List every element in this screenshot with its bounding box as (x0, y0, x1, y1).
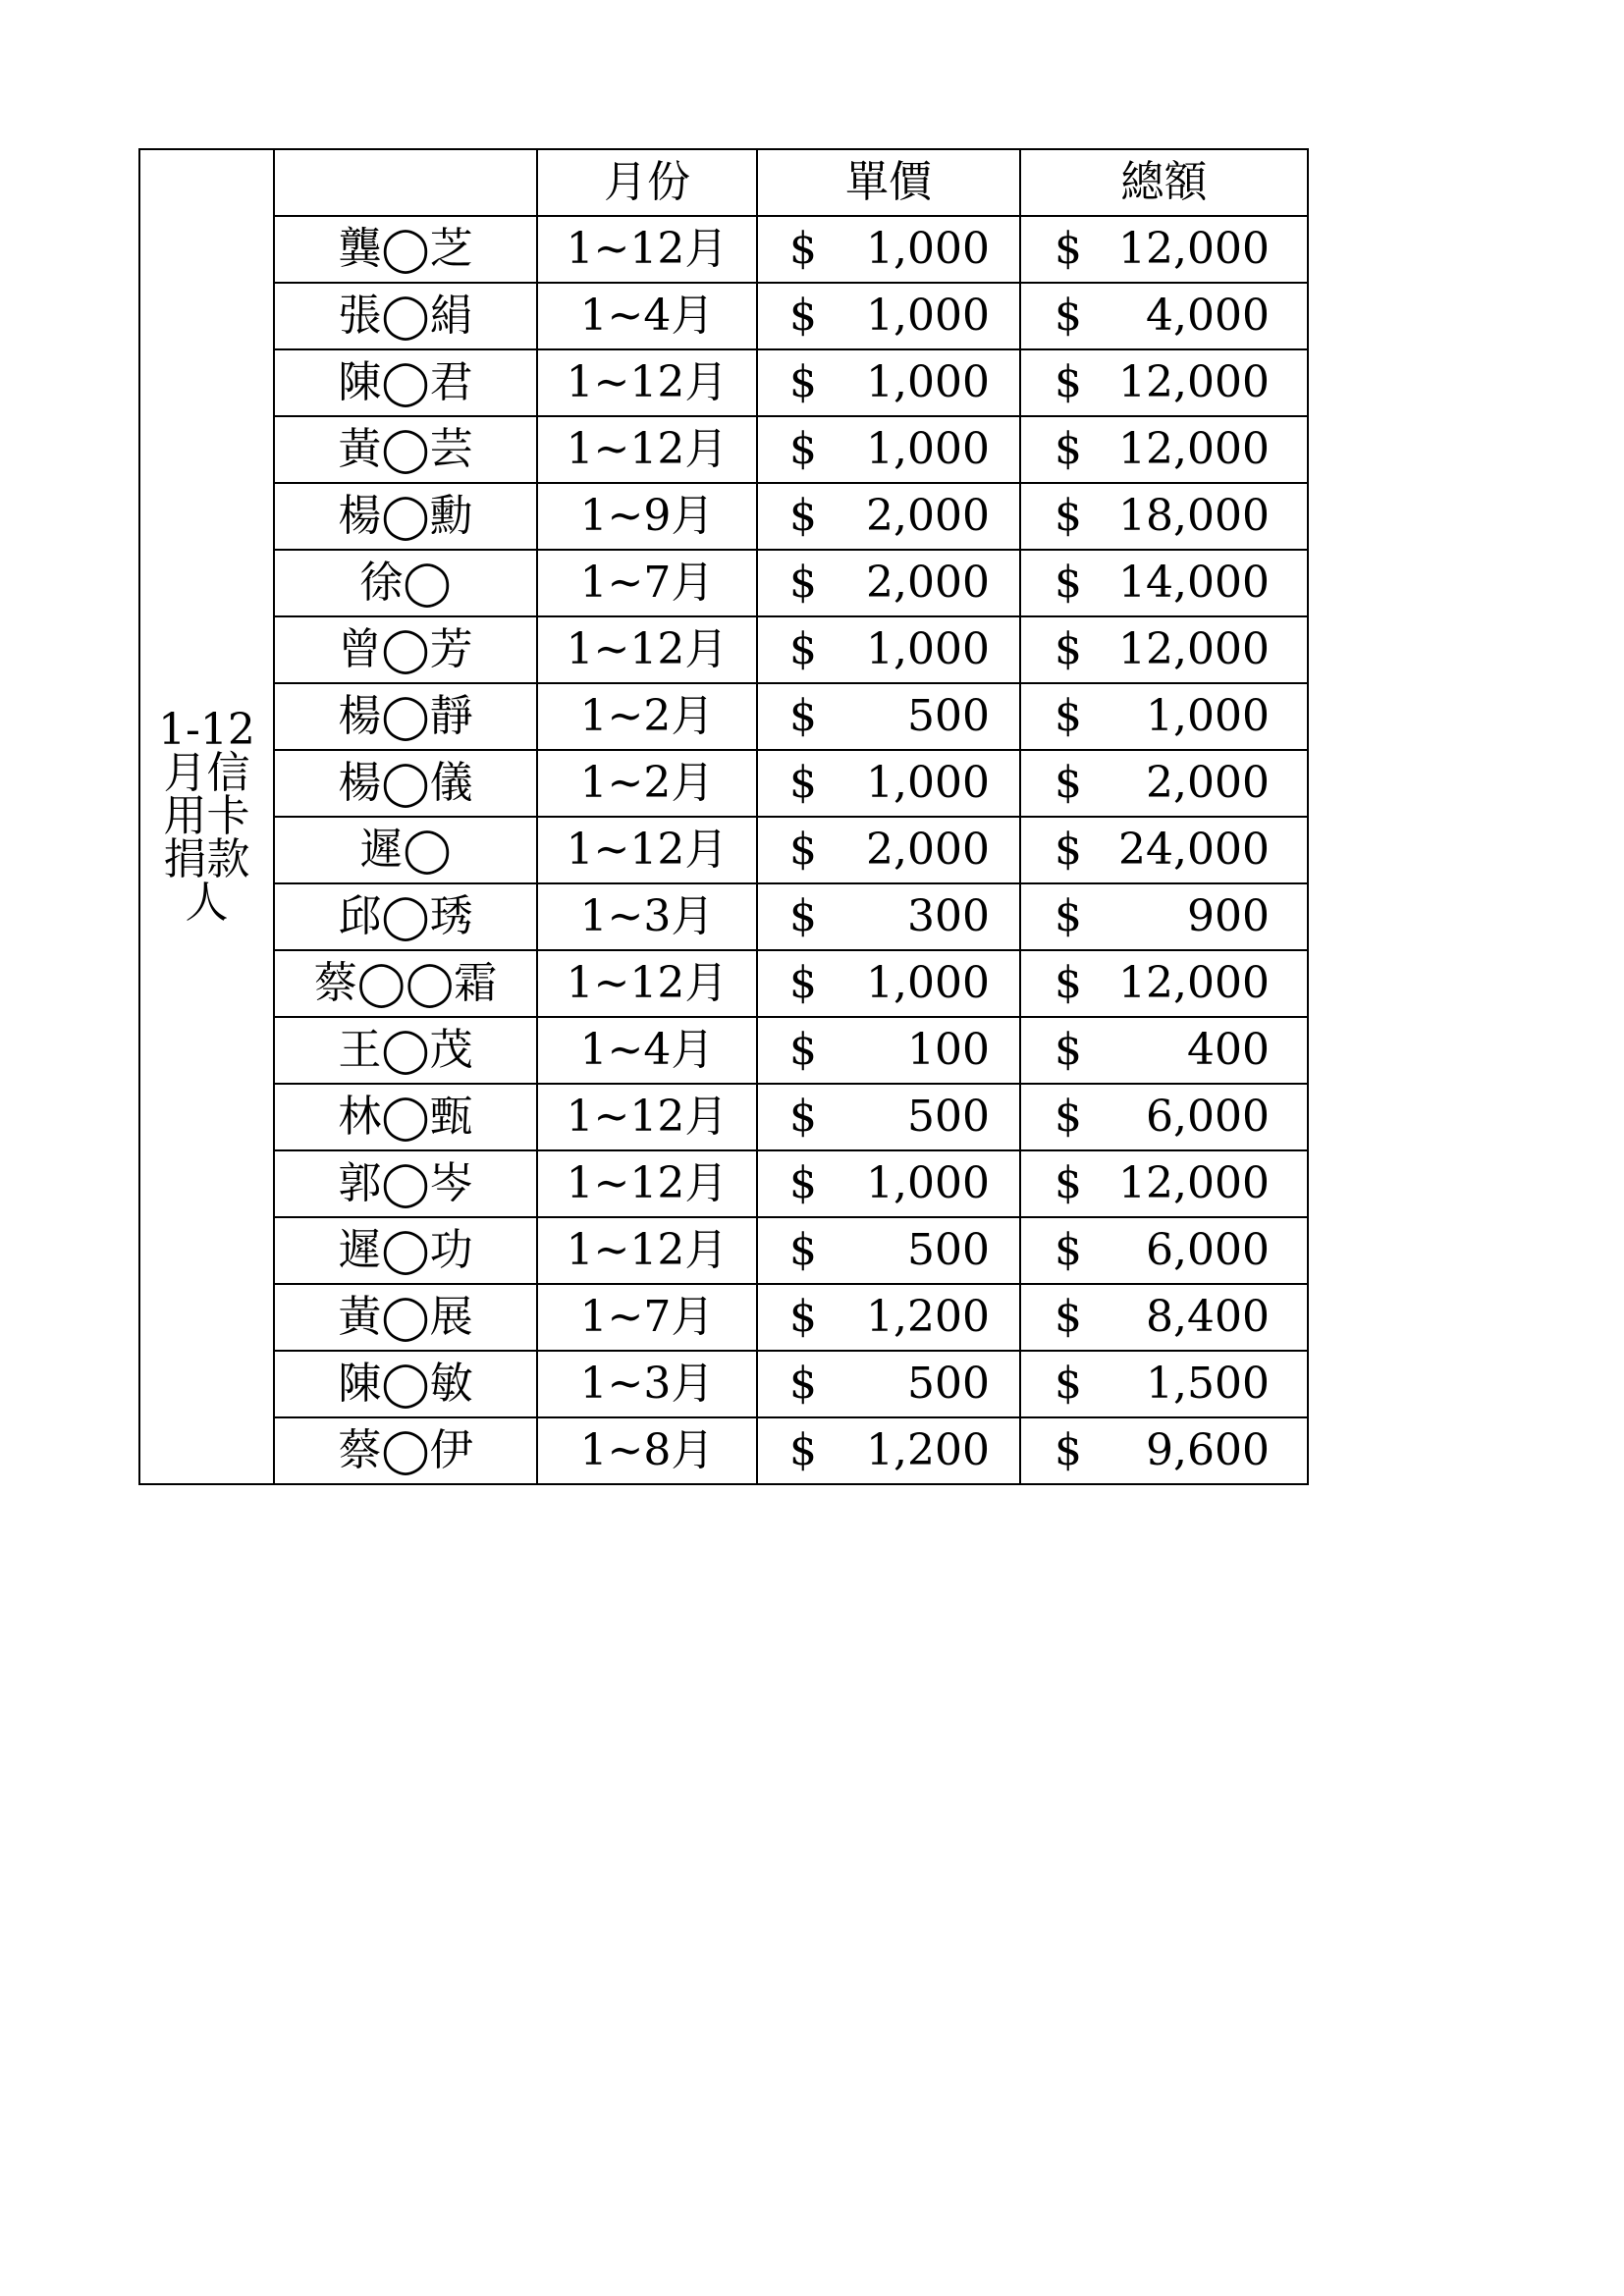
donor-table (138, 148, 1309, 1485)
unit-price-cell (757, 1217, 1020, 1284)
unit-price-cell (757, 1017, 1020, 1084)
donation-months: 1~9月 (537, 483, 757, 550)
donor-name: 黃◯芸 (274, 416, 537, 483)
unit-price: 300 (907, 891, 990, 941)
currency-symbol: $ (789, 1292, 817, 1342)
unit-price-cell (757, 883, 1020, 950)
currency-symbol: $ (789, 1425, 817, 1475)
unit-price-cell (757, 1084, 1020, 1150)
table-row (139, 1084, 1308, 1150)
donor-name: 龔◯芝 (274, 216, 537, 283)
unit-price: 1,000 (866, 958, 990, 1008)
unit-price: 1,200 (866, 1292, 990, 1342)
currency-symbol: $ (789, 491, 817, 541)
currency-symbol: $ (1055, 825, 1082, 875)
donation-months: 1~8月 (537, 1417, 757, 1484)
donor-name: 遲◯ (274, 817, 537, 883)
currency-symbol: $ (789, 758, 817, 808)
donor-name: 郭◯岑 (274, 1150, 537, 1217)
currency-symbol: $ (789, 958, 817, 1008)
currency-symbol: $ (789, 825, 817, 875)
table-row (139, 1351, 1308, 1417)
donation-months: 1~12月 (537, 817, 757, 883)
unit-price: 100 (907, 1025, 990, 1075)
group-label-line: 月信 (163, 748, 250, 798)
total-amount: 18,000 (1118, 491, 1270, 541)
total-amount-cell (1020, 883, 1308, 950)
currency-symbol: $ (1055, 624, 1082, 674)
unit-price-cell (757, 950, 1020, 1017)
total-amount: 2,000 (1146, 758, 1270, 808)
currency-symbol: $ (1055, 1092, 1082, 1142)
table-row (139, 1150, 1308, 1217)
donor-name: 遲◯功 (274, 1217, 537, 1284)
total-amount-cell (1020, 683, 1308, 750)
currency-symbol: $ (789, 224, 817, 274)
currency-symbol: $ (789, 424, 817, 474)
donor-name: 楊◯儀 (274, 750, 537, 817)
donation-months: 1~7月 (537, 550, 757, 616)
donation-months: 1~4月 (537, 283, 757, 349)
donor-name: 曾◯芳 (274, 616, 537, 683)
total-amount: 400 (1187, 1025, 1270, 1075)
donation-months: 1~7月 (537, 1284, 757, 1351)
unit-price: 1,000 (866, 224, 990, 274)
table-row (139, 349, 1308, 416)
unit-price: 1,000 (866, 357, 990, 407)
table-row (139, 616, 1308, 683)
donation-months: 1~12月 (537, 416, 757, 483)
group-label-line: 1-12 (158, 705, 255, 755)
unit-price-cell (757, 216, 1020, 283)
donation-months: 1~3月 (537, 1351, 757, 1417)
total-amount-cell (1020, 1084, 1308, 1150)
total-amount: 4,000 (1146, 291, 1270, 341)
header-name (274, 149, 537, 216)
currency-symbol: $ (789, 1092, 817, 1142)
group-label-cell (139, 149, 274, 1484)
total-amount: 900 (1187, 891, 1270, 941)
total-amount: 12,000 (1118, 958, 1270, 1008)
donor-name: 黃◯展 (274, 1284, 537, 1351)
total-amount-cell (1020, 550, 1308, 616)
total-amount-cell (1020, 1150, 1308, 1217)
table-row (139, 750, 1308, 817)
header-total: 總額 (1020, 149, 1308, 216)
header-month: 月份 (537, 149, 757, 216)
table-row (139, 1017, 1308, 1084)
currency-symbol: $ (1055, 891, 1082, 941)
currency-symbol: $ (789, 558, 817, 608)
unit-price-cell (757, 1284, 1020, 1351)
total-amount-cell (1020, 1417, 1308, 1484)
donor-name: 蔡◯伊 (274, 1417, 537, 1484)
currency-symbol: $ (789, 291, 817, 341)
unit-price: 500 (907, 691, 990, 741)
header-unit-price: 單價 (757, 149, 1020, 216)
unit-price-cell (757, 616, 1020, 683)
group-label-line: 用卡 (163, 791, 250, 841)
unit-price-cell (757, 349, 1020, 416)
donation-months: 1~12月 (537, 216, 757, 283)
currency-symbol: $ (789, 691, 817, 741)
currency-symbol: $ (789, 1359, 817, 1409)
unit-price-cell (757, 683, 1020, 750)
total-amount-cell (1020, 483, 1308, 550)
table-row (139, 1217, 1308, 1284)
total-amount: 6,000 (1146, 1225, 1270, 1275)
table-row (139, 683, 1308, 750)
table-row (139, 283, 1308, 349)
total-amount-cell (1020, 817, 1308, 883)
currency-symbol: $ (1055, 1292, 1082, 1342)
unit-price-cell (757, 750, 1020, 817)
currency-symbol: $ (1055, 1425, 1082, 1475)
table-body (139, 149, 1308, 1484)
group-label-line: 捐款 (163, 834, 250, 884)
unit-price: 500 (907, 1225, 990, 1275)
unit-price: 500 (907, 1092, 990, 1142)
unit-price-cell (757, 1351, 1020, 1417)
unit-price: 1,000 (866, 1158, 990, 1208)
donation-months: 1~4月 (537, 1017, 757, 1084)
donor-name: 王◯茂 (274, 1017, 537, 1084)
total-amount-cell (1020, 1217, 1308, 1284)
donor-name: 張◯絹 (274, 283, 537, 349)
donation-months: 1~12月 (537, 349, 757, 416)
donation-months: 1~12月 (537, 1217, 757, 1284)
donation-months: 1~2月 (537, 750, 757, 817)
table-row (139, 883, 1308, 950)
currency-symbol: $ (1055, 691, 1082, 741)
total-amount-cell (1020, 750, 1308, 817)
currency-symbol: $ (1055, 958, 1082, 1008)
total-amount-cell (1020, 616, 1308, 683)
currency-symbol: $ (1055, 291, 1082, 341)
donation-months: 1~12月 (537, 1084, 757, 1150)
unit-price: 1,200 (866, 1425, 990, 1475)
donation-months: 1~3月 (537, 883, 757, 950)
currency-symbol: $ (1055, 558, 1082, 608)
unit-price-cell (757, 1417, 1020, 1484)
table-row (139, 1417, 1308, 1484)
unit-price-cell (757, 550, 1020, 616)
currency-symbol: $ (1055, 1225, 1082, 1275)
total-amount-cell (1020, 349, 1308, 416)
unit-price: 1,000 (866, 291, 990, 341)
table-row (139, 817, 1308, 883)
total-amount: 8,400 (1146, 1292, 1270, 1342)
total-amount-cell (1020, 216, 1308, 283)
table-row (139, 483, 1308, 550)
total-amount: 1,000 (1146, 691, 1270, 741)
currency-symbol: $ (789, 1225, 817, 1275)
donor-name: 楊◯靜 (274, 683, 537, 750)
currency-symbol: $ (1055, 424, 1082, 474)
unit-price: 500 (907, 1359, 990, 1409)
currency-symbol: $ (789, 1025, 817, 1075)
header-row (139, 149, 1308, 216)
donation-months: 1~12月 (537, 950, 757, 1017)
total-amount: 6,000 (1146, 1092, 1270, 1142)
donor-name: 邱◯琇 (274, 883, 537, 950)
total-amount-cell (1020, 950, 1308, 1017)
currency-symbol: $ (1055, 758, 1082, 808)
total-amount-cell (1020, 1284, 1308, 1351)
currency-symbol: $ (1055, 1025, 1082, 1075)
donor-name: 蔡◯◯霜 (274, 950, 537, 1017)
unit-price-cell (757, 283, 1020, 349)
total-amount: 1,500 (1146, 1359, 1270, 1409)
currency-symbol: $ (1055, 491, 1082, 541)
unit-price: 2,000 (866, 825, 990, 875)
total-amount: 12,000 (1118, 424, 1270, 474)
donor-name: 徐◯ (274, 550, 537, 616)
total-amount-cell (1020, 283, 1308, 349)
unit-price-cell (757, 1150, 1020, 1217)
total-amount: 12,000 (1118, 1158, 1270, 1208)
table-row (139, 416, 1308, 483)
unit-price: 1,000 (866, 424, 990, 474)
unit-price: 2,000 (866, 491, 990, 541)
currency-symbol: $ (1055, 1359, 1082, 1409)
unit-price-cell (757, 416, 1020, 483)
donation-months: 1~2月 (537, 683, 757, 750)
currency-symbol: $ (1055, 357, 1082, 407)
donation-months: 1~12月 (537, 616, 757, 683)
unit-price: 1,000 (866, 624, 990, 674)
donor-name: 林◯甄 (274, 1084, 537, 1150)
unit-price: 1,000 (866, 758, 990, 808)
table-row (139, 1284, 1308, 1351)
total-amount: 12,000 (1118, 624, 1270, 674)
total-amount: 14,000 (1118, 558, 1270, 608)
donor-name: 楊◯勳 (274, 483, 537, 550)
total-amount: 24,000 (1118, 825, 1270, 875)
total-amount: 12,000 (1118, 357, 1270, 407)
unit-price: 2,000 (866, 558, 990, 608)
donation-months: 1~12月 (537, 1150, 757, 1217)
donor-name: 陳◯敏 (274, 1351, 537, 1417)
total-amount-cell (1020, 416, 1308, 483)
table-row (139, 550, 1308, 616)
currency-symbol: $ (789, 891, 817, 941)
group-label-line: 人 (185, 878, 229, 928)
unit-price-cell (757, 817, 1020, 883)
currency-symbol: $ (789, 1158, 817, 1208)
donor-name: 陳◯君 (274, 349, 537, 416)
total-amount-cell (1020, 1017, 1308, 1084)
currency-symbol: $ (789, 357, 817, 407)
currency-symbol: $ (1055, 1158, 1082, 1208)
total-amount: 9,600 (1146, 1425, 1270, 1475)
currency-symbol: $ (1055, 224, 1082, 274)
total-amount: 12,000 (1118, 224, 1270, 274)
total-amount-cell (1020, 1351, 1308, 1417)
unit-price-cell (757, 483, 1020, 550)
currency-symbol: $ (789, 624, 817, 674)
table-row (139, 216, 1308, 283)
table-row (139, 950, 1308, 1017)
